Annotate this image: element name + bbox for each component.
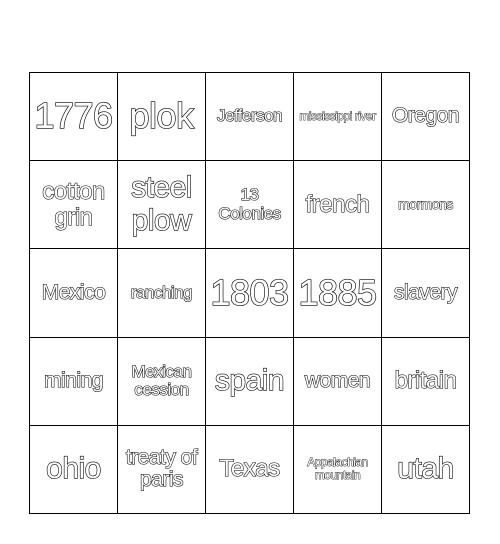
bingo-cell bbox=[118, 73, 206, 161]
bingo-cell bbox=[30, 426, 118, 514]
bingo-cell bbox=[118, 249, 206, 337]
cell-text: Appalachian mountain bbox=[307, 455, 368, 483]
bingo-cell bbox=[294, 338, 382, 426]
bingo-cell bbox=[118, 161, 206, 249]
cell-text: steel plow bbox=[131, 171, 192, 237]
bingo-cell bbox=[30, 249, 118, 337]
cell-text: plok bbox=[129, 95, 194, 137]
bingo-cell bbox=[30, 338, 118, 426]
cell-text: mining bbox=[44, 368, 103, 392]
cell-text: french bbox=[305, 190, 370, 218]
cell-text: mormons bbox=[398, 196, 453, 213]
cell-text: treaty of paris bbox=[125, 445, 198, 492]
bingo-cell bbox=[118, 338, 206, 426]
cell-text: britain bbox=[394, 367, 457, 395]
bingo-cell bbox=[382, 73, 470, 161]
bingo-board bbox=[29, 72, 470, 514]
bingo-cell bbox=[294, 161, 382, 249]
cell-text: mississippi river bbox=[299, 109, 376, 124]
cell-text: 1776 bbox=[34, 95, 113, 137]
cell-text: Texas bbox=[219, 455, 280, 483]
cell-text: ohio bbox=[46, 452, 101, 486]
bingo-cell bbox=[294, 249, 382, 337]
cell-text: 13 Colonies bbox=[218, 185, 281, 223]
cell-text: Mexican cession bbox=[131, 361, 192, 400]
bingo-cell bbox=[294, 73, 382, 161]
cell-text: ranching bbox=[130, 282, 193, 302]
cell-text: 1885 bbox=[298, 271, 377, 313]
bingo-cell bbox=[382, 161, 470, 249]
bingo-cell bbox=[206, 338, 294, 426]
bingo-cell bbox=[206, 249, 294, 337]
cell-text: utah bbox=[397, 452, 454, 486]
bingo-cell bbox=[206, 161, 294, 249]
cell-text: 1803 bbox=[210, 271, 289, 313]
bingo-cell bbox=[206, 426, 294, 514]
bingo-cell bbox=[382, 249, 470, 337]
cell-text: slavery bbox=[393, 280, 458, 304]
cell-text: women bbox=[304, 368, 371, 392]
bingo-cell bbox=[206, 73, 294, 161]
bingo-cell bbox=[118, 426, 206, 514]
bingo-cell bbox=[30, 161, 118, 249]
bingo-cell bbox=[382, 426, 470, 514]
bingo-cell bbox=[294, 426, 382, 514]
bingo-cell bbox=[30, 73, 118, 161]
cell-text: Mexico bbox=[41, 280, 106, 304]
cell-text: Oregon bbox=[391, 104, 460, 128]
cell-text: cotton grin bbox=[42, 177, 105, 231]
cell-text: Jefferson bbox=[216, 106, 283, 126]
bingo-cell bbox=[382, 338, 470, 426]
cell-text: spain bbox=[214, 364, 285, 397]
